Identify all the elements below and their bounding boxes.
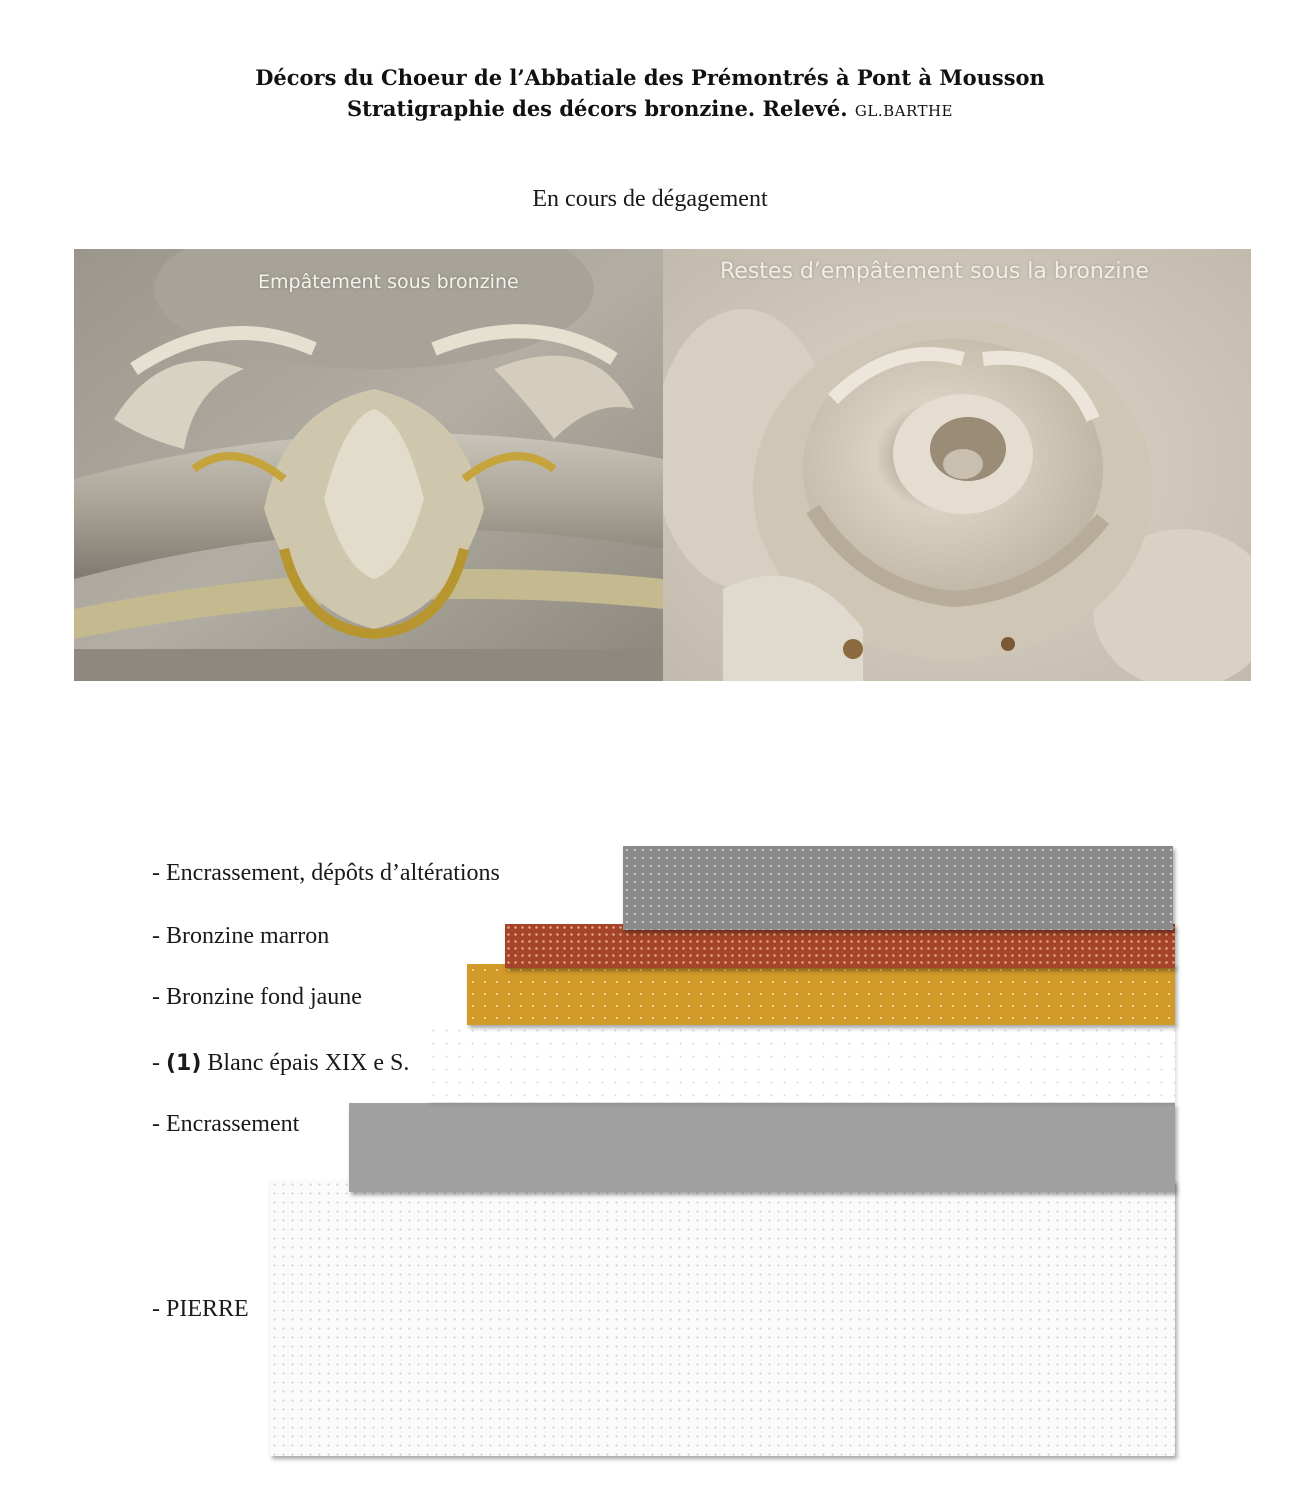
layer-prefix: - [152, 984, 166, 1010]
layer-label-bronzine-marron [152, 923, 329, 950]
photo-ornament-rocaille [74, 249, 663, 681]
layer-label-encrassement [152, 1111, 299, 1138]
layer-label-bronzine-jaune [152, 984, 362, 1011]
layer-number: (1) [166, 1051, 202, 1076]
layer-label-pierre [152, 1296, 249, 1323]
layer-prefix: - [152, 1111, 166, 1137]
layer-text: PIERRE [166, 1296, 249, 1322]
layer-band-bronzine-marron [505, 924, 1175, 968]
layer-band-blanc-epais [427, 1024, 1175, 1102]
right-photo-caption: Restes d’empâtement sous la bronzine [720, 259, 1149, 284]
layer-text: Bronzine fond jaune [166, 984, 362, 1010]
layer-prefix: - [152, 1296, 166, 1322]
left-photo-caption: Empâtement sous bronzine [258, 271, 519, 293]
layer-band-pierre [270, 1180, 1175, 1456]
layer-band-encrassement [349, 1103, 1175, 1192]
layer-text: Encrassement [166, 1111, 300, 1137]
photo-carved-rose [663, 249, 1251, 681]
section-subtitle: En cours de dégagement [532, 186, 768, 212]
layer-prefix: - [152, 860, 166, 886]
title-line-1: Décors du Choeur de l’Abbatiale des Prémontrés à Pont à Mousson [255, 65, 1045, 90]
title-line-2 [0, 93, 1300, 127]
layer-prefix: - [152, 923, 166, 949]
layer-band-encrassement-depots [623, 846, 1173, 930]
title-text: Stratigraphie des décors bronzine. Relevé. [346, 96, 848, 121]
layer-text: Bronzine marron [166, 923, 330, 949]
document-title [0, 62, 1300, 127]
layer-text: Blanc épais XIX e S. [201, 1050, 410, 1076]
layer-label-blanc-epais [152, 1050, 409, 1077]
layer-band-bronzine-jaune [467, 964, 1175, 1025]
author-name: GL.BARTHE [854, 102, 954, 120]
layer-label-encrassement-depots [152, 860, 500, 887]
layer-prefix: - [152, 1050, 166, 1076]
layer-text: Encrassement, dépôts d’altérations [166, 860, 500, 886]
